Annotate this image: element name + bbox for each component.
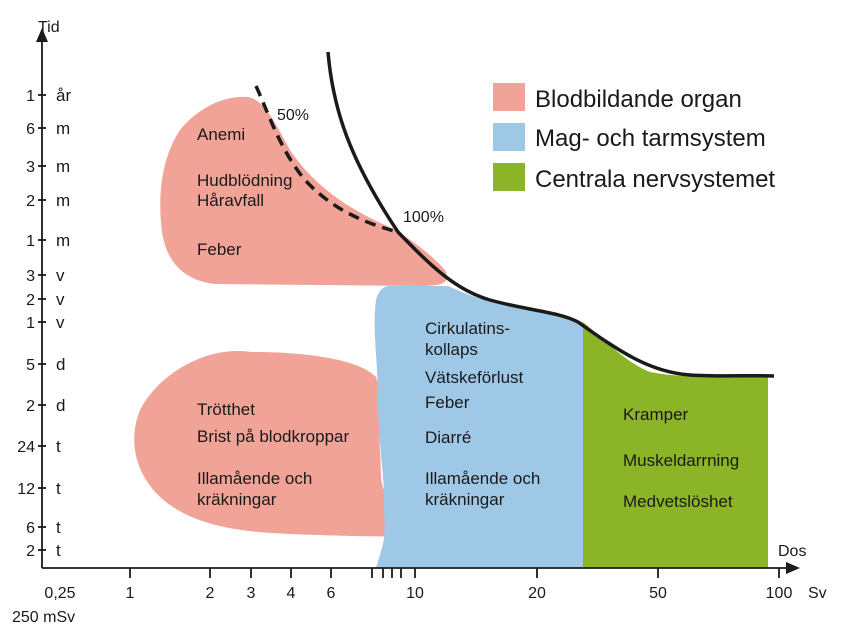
y-tick-unit: m: [56, 157, 71, 176]
x-tick-group: [44, 568, 792, 602]
y-tick-unit: t: [56, 518, 61, 537]
label-illamaende-gut: Illamående och: [425, 469, 541, 488]
label-feber-gut: Feber: [425, 393, 470, 412]
x-tick-label: 3: [246, 585, 256, 602]
x-axis-arrow: [786, 562, 800, 574]
y-tick-number: 5: [26, 357, 35, 374]
y-tick-unit: m: [56, 119, 71, 138]
label-vatskeforlust: Vätskeförlust: [425, 368, 524, 387]
x-axis-sub-label: 250 mSv: [12, 609, 76, 626]
y-tick-unit: v: [56, 313, 65, 332]
label-trotthet: Trötthet: [197, 400, 255, 419]
y-tick-unit: t: [56, 437, 61, 456]
label-diarre: Diarré: [425, 428, 472, 447]
x-tick-label: 4: [286, 585, 296, 602]
y-tick-number: 1: [26, 88, 35, 105]
label-muskeldarrning: Muskeldarrning: [623, 451, 740, 470]
y-tick-number: 3: [26, 268, 35, 285]
y-tick-number: 6: [26, 520, 35, 537]
legend-swatch-gut: [493, 123, 525, 151]
y-tick-unit: d: [56, 355, 66, 374]
legend-label-cns: Centrala nervsystemet: [535, 166, 776, 193]
x-tick-label: 2: [205, 585, 215, 602]
legend-swatch-cns: [493, 163, 525, 191]
x-tick-label: 50: [649, 585, 667, 602]
x-axis-title: Dos: [778, 543, 807, 560]
y-tick-unit: v: [56, 290, 65, 309]
y-tick-number: 2: [26, 193, 35, 210]
y-tick-number: 1: [26, 233, 35, 250]
legend: [493, 83, 775, 193]
label-brist-blodkroppar: Brist på blodkroppar: [197, 427, 350, 446]
y-tick-number: 1: [26, 315, 35, 332]
y-tick-unit: år: [56, 86, 72, 105]
label-hudblodning: Hudblödning: [197, 171, 293, 190]
label-feber-blood: Feber: [197, 240, 242, 259]
y-tick-number: 3: [26, 159, 35, 176]
y-tick-unit: d: [56, 396, 66, 415]
curve-100-label: 100%: [403, 209, 444, 226]
y-tick-unit: t: [56, 479, 61, 498]
label-krakningar-gut: kräkningar: [425, 490, 505, 509]
x-tick-label: 20: [528, 585, 546, 602]
x-tick-label: 100: [765, 585, 793, 602]
label-anemi: Anemi: [197, 125, 246, 144]
legend-swatch-blood: [493, 83, 525, 111]
label-kramper: Kramper: [623, 405, 689, 424]
curve-50-label: 50%: [277, 107, 310, 124]
region-cns: [583, 322, 768, 568]
legend-label-blood: Blodbildande organ: [535, 86, 742, 113]
y-tick-number: 2: [26, 543, 35, 560]
label-medvetsloshet: Medvetslöshet: [623, 492, 733, 511]
y-tick-number: 12: [17, 481, 35, 498]
y-tick-unit: t: [56, 541, 61, 560]
x-tick-label: 0,25: [44, 585, 76, 602]
x-tick-label: 6: [326, 585, 336, 602]
label-haravfall: Håravfall: [197, 191, 265, 210]
y-axis-title: Tid: [38, 19, 60, 36]
y-tick-number: 2: [26, 292, 35, 309]
y-tick-group: [17, 86, 71, 560]
y-tick-unit: m: [56, 231, 71, 250]
y-tick-number: 24: [17, 439, 35, 456]
y-tick-number: 6: [26, 121, 35, 138]
y-tick-unit: m: [56, 191, 71, 210]
label-cirkulatins: Cirkulatins-: [425, 319, 511, 338]
x-tick-label: 1: [125, 585, 135, 602]
label-kollaps: kollaps: [425, 340, 478, 359]
y-tick-number: 2: [26, 398, 35, 415]
x-tick-label: 10: [406, 585, 424, 602]
y-tick-unit: v: [56, 266, 65, 285]
label-krakningar-blood: kräkningar: [197, 490, 277, 509]
x-axis-unit: Sv: [808, 585, 827, 602]
label-illamaende-blood: Illamående och: [197, 469, 313, 488]
legend-label-gut: Mag- och tarmsystem: [535, 125, 766, 152]
